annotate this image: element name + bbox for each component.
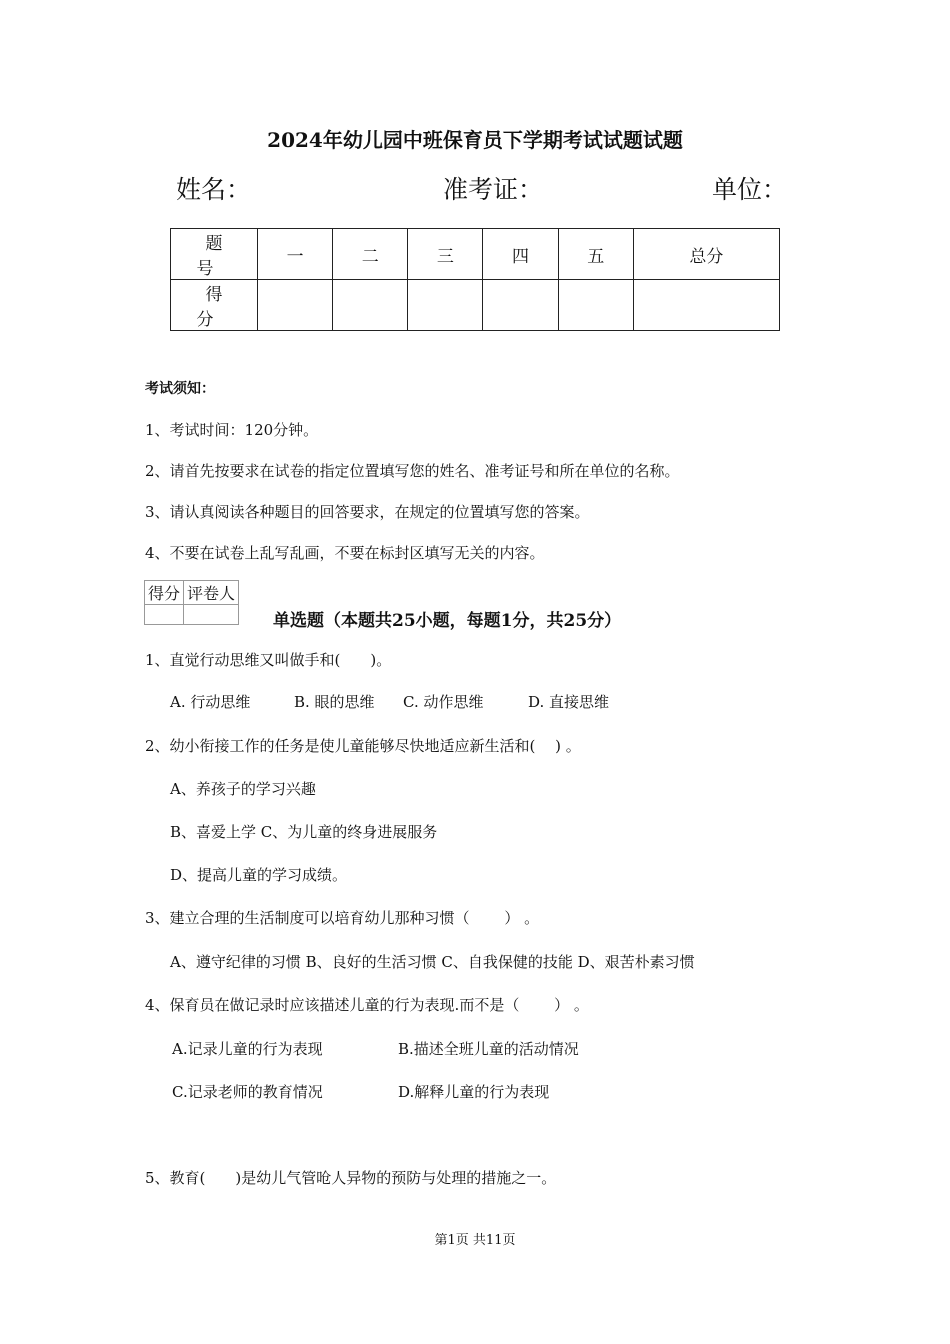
notice-item: 3、请认真阅读各种题目的回答要求，在规定的位置填写您的答案。 bbox=[145, 503, 590, 521]
question-option: A、养孩子的学习兴趣 bbox=[170, 780, 316, 798]
notice-item: 2、请首先按要求在试卷的指定位置填写您的姓名、准考证号和所在单位的名称。 bbox=[145, 462, 680, 480]
grader-score-label: 得分 bbox=[145, 581, 184, 605]
grader-box bbox=[144, 580, 239, 625]
question-option: D. 直接思维 bbox=[528, 693, 610, 711]
question-stem: 2、幼小衔接工作的任务是使儿童能够尽快地适应新生活和( ) 。 bbox=[145, 737, 581, 755]
grader-name-cell bbox=[184, 605, 239, 625]
score-table-header-cell: 一 bbox=[258, 229, 333, 280]
score-cell bbox=[633, 280, 779, 331]
notice-item: 4、不要在试卷上乱写乱画，不要在标封区填写无关的内容。 bbox=[145, 544, 545, 562]
question-option: B.描述全班儿童的活动情况 bbox=[398, 1040, 579, 1058]
score-table-header-cell: 三 bbox=[408, 229, 483, 280]
question-stem: 4、保育员在做记录时应该描述儿童的行为表现.而不是（ ） 。 bbox=[145, 996, 589, 1014]
score-cell bbox=[483, 280, 558, 331]
question-option: D.解释儿童的行为表现 bbox=[398, 1083, 550, 1101]
notice-title: 考试须知： bbox=[145, 381, 215, 397]
question-stem: 5、教育( )是幼儿气管呛人异物的预防与处理的措施之一。 bbox=[145, 1169, 557, 1187]
score-table-header-cell: 二 bbox=[333, 229, 408, 280]
score-cell bbox=[258, 280, 333, 331]
question-option: C. 动作思维 bbox=[403, 693, 484, 711]
score-table-score-row bbox=[171, 280, 780, 331]
score-cell bbox=[408, 280, 483, 331]
exam-title: 2024年幼儿园中班保育员下学期考试试题试题 bbox=[267, 128, 683, 152]
notice-item: 1、考试时间：120分钟。 bbox=[145, 421, 319, 439]
grader-name-label: 评卷人 bbox=[184, 581, 239, 605]
page-footer: 第1页 共11页 bbox=[434, 1233, 516, 1248]
question-option: A. 行动思维 bbox=[170, 693, 251, 711]
score-cell bbox=[333, 280, 408, 331]
question-option: C.记录老师的教育情况 bbox=[172, 1083, 323, 1101]
unit-field-label: 单位： bbox=[712, 175, 788, 204]
score-table bbox=[170, 228, 780, 331]
score-table-header-cell: 五 bbox=[558, 229, 633, 280]
name-field-label: 姓名： bbox=[176, 175, 252, 204]
score-cell bbox=[558, 280, 633, 331]
question-option: A.记录儿童的行为表现 bbox=[172, 1040, 323, 1058]
question-stem: 3、建立合理的生活制度可以培育幼儿那种习惯（ ） 。 bbox=[145, 909, 540, 927]
question-stem: 1、直觉行动思维又叫做手和( )。 bbox=[145, 651, 392, 669]
question-option: A、遵守纪律的习惯 B、良好的生活习惯 C、自我保健的技能 D、艰苦朴素习惯 bbox=[170, 953, 695, 971]
exam-id-field-label: 准考证： bbox=[443, 175, 544, 204]
question-option: D、提高儿童的学习成绩。 bbox=[170, 866, 348, 884]
grader-score-cell bbox=[145, 605, 184, 625]
score-table-header-cell: 题 号 bbox=[171, 229, 258, 280]
question-option: B. 眼的思维 bbox=[294, 693, 375, 711]
score-table-header-row bbox=[171, 229, 780, 280]
score-row-label: 得 分 bbox=[171, 280, 258, 331]
score-table-header-cell: 四 bbox=[483, 229, 558, 280]
score-table-header-cell: 总分 bbox=[633, 229, 779, 280]
question-option: B、喜爱上学 C、为儿童的终身进展服务 bbox=[170, 823, 438, 841]
section-title: 单选题（本题共25小题，每题1分，共25分） bbox=[273, 611, 622, 631]
